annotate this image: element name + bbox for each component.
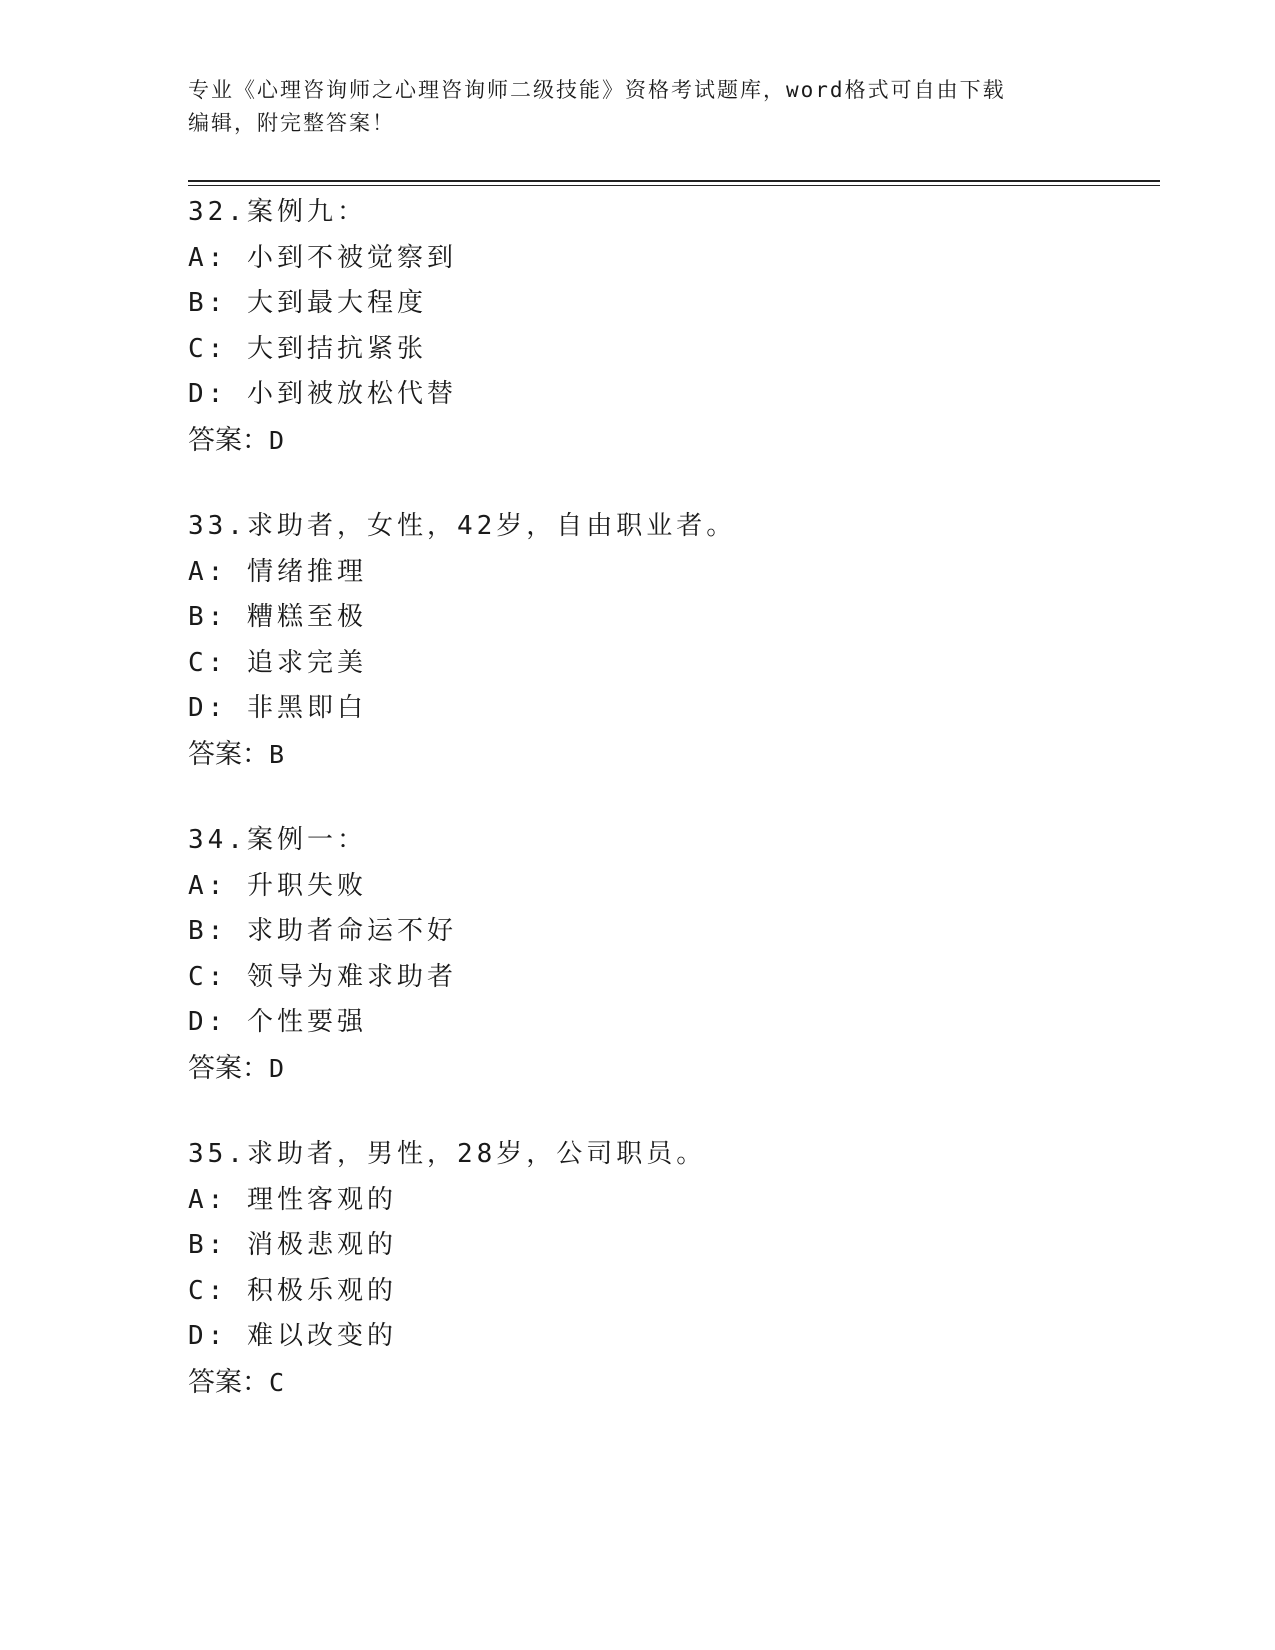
question-stem: 34.案例一： [188, 825, 367, 855]
option-b: B: 糟糕至极 [188, 602, 367, 632]
document-header [188, 74, 1088, 140]
question-34 [188, 818, 1148, 1091]
question-32 [188, 190, 1148, 463]
option-a: A: 升职失败 [188, 870, 367, 901]
question-list [188, 190, 1148, 1446]
answer-value: C [269, 1367, 285, 1397]
question-stem: 35.求助者，男性，28岁，公司职员。 [188, 1139, 707, 1169]
answer-label: 答案： [188, 738, 269, 770]
option-c: C: 领导为难求助者 [188, 961, 457, 992]
answer-line [188, 1046, 1148, 1092]
answer-value: D [269, 1053, 285, 1083]
answer-value: B [269, 739, 285, 769]
option-b: B: 消极悲观的 [188, 1230, 397, 1260]
option-c: C: 大到拮抗紧张 [188, 333, 427, 364]
option-c: C: 追求完美 [188, 647, 367, 678]
option-d: D: 非黑即白 [188, 693, 367, 723]
question-35 [188, 1132, 1148, 1405]
option-a: A: 小到不被觉察到 [188, 242, 457, 273]
answer-line [188, 732, 1148, 778]
answer-line [188, 1360, 1148, 1406]
answer-label: 答案： [188, 1366, 269, 1398]
header-line-2: 编辑，附完整答案！ [188, 111, 395, 135]
answer-line [188, 418, 1148, 464]
option-d: D: 小到被放松代替 [188, 379, 457, 409]
header-divider [188, 180, 1160, 186]
answer-label: 答案： [188, 1052, 269, 1084]
option-d: D: 个性要强 [188, 1007, 367, 1037]
option-a: A: 理性客观的 [188, 1184, 397, 1215]
question-33 [188, 504, 1148, 777]
option-b: B: 求助者命运不好 [188, 916, 457, 946]
option-b: B: 大到最大程度 [188, 288, 427, 318]
answer-label: 答案： [188, 424, 269, 456]
option-d: D: 难以改变的 [188, 1321, 397, 1351]
option-c: C: 积极乐观的 [188, 1275, 397, 1306]
question-stem: 33.求助者，女性，42岁，自由职业者。 [188, 511, 737, 541]
header-line-1: 专业《心理咨询师之心理咨询师二级技能》资格考试题库，word格式可自由下载 [188, 78, 1006, 102]
option-a: A: 情绪推理 [188, 556, 367, 587]
question-stem: 32.案例九： [188, 197, 367, 227]
answer-value: D [269, 425, 285, 455]
